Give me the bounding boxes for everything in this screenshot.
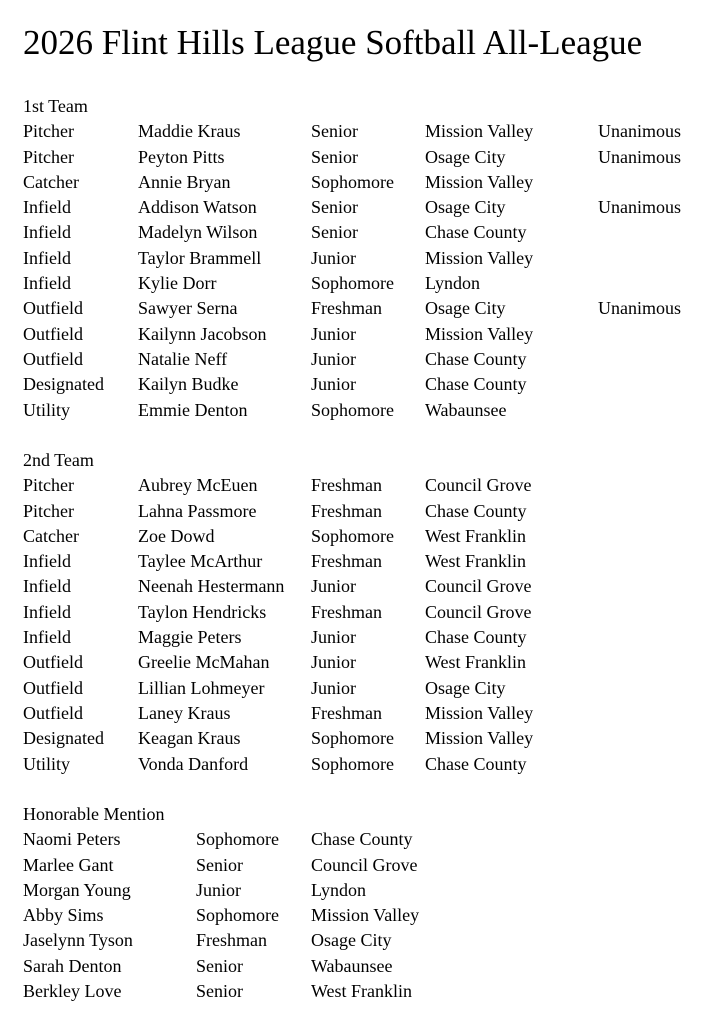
list-item [23, 752, 693, 777]
list-item [23, 119, 693, 144]
class-cell: Sophomore [311, 399, 394, 420]
name-cell: Abby Sims [23, 905, 104, 926]
school-cell: Mission Valley [425, 702, 534, 723]
position-cell: Designated [23, 374, 104, 395]
school-cell: Council Grove [425, 475, 532, 496]
list-item [23, 549, 693, 574]
list-item [23, 246, 693, 271]
class-cell: Sophomore [311, 171, 394, 192]
list-item [23, 322, 693, 347]
list-item [23, 600, 693, 625]
list-item [23, 271, 693, 296]
position-cell: Outfield [23, 652, 83, 673]
name-cell: Lahna Passmore [138, 500, 257, 521]
class-cell: Sophomore [196, 905, 279, 926]
school-cell: Mission Valley [311, 905, 420, 926]
name-cell: Maddie Kraus [138, 121, 241, 142]
first-team-section [23, 94, 693, 423]
note-cell: Unanimous [598, 197, 681, 218]
list-item [23, 701, 693, 726]
list-item [23, 878, 693, 903]
class-cell: Senior [311, 222, 358, 243]
name-cell: Madelyn Wilson [138, 222, 258, 243]
name-cell: Morgan Young [23, 879, 131, 900]
class-cell: Senior [311, 121, 358, 142]
class-cell: Junior [311, 627, 356, 648]
class-cell: Sophomore [311, 728, 394, 749]
list-item [23, 979, 693, 1004]
position-cell: Infield [23, 273, 71, 294]
list-item [23, 195, 693, 220]
position-cell: Infield [23, 551, 71, 572]
class-cell: Junior [311, 348, 356, 369]
school-cell: Chase County [425, 500, 527, 521]
school-cell: West Franklin [425, 652, 527, 673]
class-cell: Junior [196, 879, 241, 900]
class-cell: Freshman [196, 930, 267, 951]
class-cell: Freshman [311, 702, 382, 723]
list-item [23, 676, 693, 701]
class-cell: Senior [196, 854, 243, 875]
note-cell: Unanimous [598, 146, 681, 167]
note-cell: Unanimous [598, 121, 681, 142]
name-cell: Taylon Hendricks [138, 601, 267, 622]
school-cell: West Franklin [425, 551, 527, 572]
class-cell: Sophomore [196, 829, 279, 850]
honorable-mention-section [23, 802, 693, 1004]
school-cell: West Franklin [425, 525, 527, 546]
school-cell: Mission Valley [425, 171, 534, 192]
school-cell: Chase County [311, 829, 413, 850]
school-cell: Osage City [425, 677, 506, 698]
position-cell: Utility [23, 753, 71, 774]
position-cell: Outfield [23, 702, 83, 723]
list-item [23, 372, 693, 397]
class-cell: Junior [311, 374, 356, 395]
first-team-list [23, 119, 693, 423]
class-cell: Junior [311, 247, 356, 268]
school-cell: Osage City [425, 146, 506, 167]
position-cell: Utility [23, 399, 71, 420]
name-cell: Addison Watson [138, 197, 257, 218]
list-item [23, 853, 693, 878]
name-cell: Keagan Kraus [138, 728, 241, 749]
school-cell: Chase County [425, 627, 527, 648]
school-cell: Council Grove [311, 854, 418, 875]
school-cell: Osage City [425, 197, 506, 218]
list-item [23, 903, 693, 928]
name-cell: Aubrey McEuen [138, 475, 258, 496]
position-cell: Catcher [23, 525, 79, 546]
position-cell: Infield [23, 247, 71, 268]
class-cell: Freshman [311, 500, 382, 521]
list-item [23, 928, 693, 953]
list-item [23, 170, 693, 195]
school-cell: Mission Valley [425, 247, 534, 268]
class-cell: Sophomore [311, 273, 394, 294]
name-cell: Marlee Gant [23, 854, 114, 875]
position-cell: Designated [23, 728, 104, 749]
name-cell: Kailynn Jacobson [138, 323, 267, 344]
name-cell: Zoe Dowd [138, 525, 215, 546]
page-title: 2026 Flint Hills League Softball All-League [23, 23, 643, 62]
name-cell: Lillian Lohmeyer [138, 677, 265, 698]
name-cell: Sawyer Serna [138, 298, 238, 319]
name-cell: Taylor Brammell [138, 247, 262, 268]
name-cell: Naomi Peters [23, 829, 121, 850]
second-team-heading: 2nd Team [23, 450, 94, 470]
name-cell: Sarah Denton [23, 955, 122, 976]
class-cell: Junior [311, 677, 356, 698]
honorable-mention-heading: Honorable Mention [23, 804, 165, 824]
class-cell: Senior [311, 197, 358, 218]
class-cell: Junior [311, 652, 356, 673]
class-cell: Freshman [311, 475, 382, 496]
list-item [23, 499, 693, 524]
name-cell: Kailyn Budke [138, 374, 239, 395]
first-team-heading: 1st Team [23, 96, 88, 116]
name-cell: Laney Kraus [138, 702, 231, 723]
school-cell: Chase County [425, 753, 527, 774]
class-cell: Junior [311, 323, 356, 344]
list-item [23, 954, 693, 979]
school-cell: Wabaunsee [425, 399, 507, 420]
name-cell: Emmie Denton [138, 399, 248, 420]
list-item [23, 726, 693, 751]
note-cell: Unanimous [598, 298, 681, 319]
position-cell: Infield [23, 222, 71, 243]
name-cell: Vonda Danford [138, 753, 249, 774]
school-cell: Chase County [425, 222, 527, 243]
list-item [23, 827, 693, 852]
list-item [23, 524, 693, 549]
school-cell: Council Grove [425, 576, 532, 597]
class-cell: Junior [311, 576, 356, 597]
list-item [23, 347, 693, 372]
name-cell: Natalie Neff [138, 348, 228, 369]
school-cell: Council Grove [425, 601, 532, 622]
name-cell: Maggie Peters [138, 627, 242, 648]
position-cell: Pitcher [23, 475, 74, 496]
name-cell: Neenah Hestermann [138, 576, 285, 597]
class-cell: Freshman [311, 601, 382, 622]
class-cell: Senior [196, 955, 243, 976]
name-cell: Greelie McMahan [138, 652, 270, 673]
second-team-section [23, 448, 693, 777]
class-cell: Senior [311, 146, 358, 167]
list-item [23, 574, 693, 599]
position-cell: Outfield [23, 323, 83, 344]
position-cell: Outfield [23, 298, 83, 319]
list-item [23, 296, 693, 321]
school-cell: Chase County [425, 374, 527, 395]
list-item [23, 473, 693, 498]
class-cell: Sophomore [311, 753, 394, 774]
list-item [23, 398, 693, 423]
name-cell: Taylee McArthur [138, 551, 263, 572]
honorable-mention-list [23, 827, 693, 1004]
position-cell: Infield [23, 576, 71, 597]
position-cell: Pitcher [23, 146, 74, 167]
school-cell: Mission Valley [425, 121, 534, 142]
school-cell: Osage City [311, 930, 392, 951]
second-team-list [23, 473, 693, 777]
school-cell: Mission Valley [425, 323, 534, 344]
class-cell: Freshman [311, 551, 382, 572]
position-cell: Pitcher [23, 121, 74, 142]
school-cell: West Franklin [311, 981, 413, 1002]
position-cell: Infield [23, 197, 71, 218]
name-cell: Berkley Love [23, 981, 122, 1002]
name-cell: Kylie Dorr [138, 273, 217, 294]
class-cell: Senior [196, 981, 243, 1002]
school-cell: Lyndon [425, 273, 481, 294]
name-cell: Peyton Pitts [138, 146, 225, 167]
position-cell: Infield [23, 627, 71, 648]
position-cell: Pitcher [23, 500, 74, 521]
name-cell: Annie Bryan [138, 171, 231, 192]
class-cell: Freshman [311, 298, 382, 319]
list-item [23, 650, 693, 675]
name-cell: Jaselynn Tyson [23, 930, 133, 951]
class-cell: Sophomore [311, 525, 394, 546]
school-cell: Osage City [425, 298, 506, 319]
position-cell: Catcher [23, 171, 79, 192]
position-cell: Infield [23, 601, 71, 622]
list-item [23, 625, 693, 650]
position-cell: Outfield [23, 677, 83, 698]
school-cell: Wabaunsee [311, 955, 393, 976]
school-cell: Mission Valley [425, 728, 534, 749]
list-item [23, 145, 693, 170]
list-item [23, 220, 693, 245]
position-cell: Outfield [23, 348, 83, 369]
school-cell: Lyndon [311, 879, 367, 900]
school-cell: Chase County [425, 348, 527, 369]
